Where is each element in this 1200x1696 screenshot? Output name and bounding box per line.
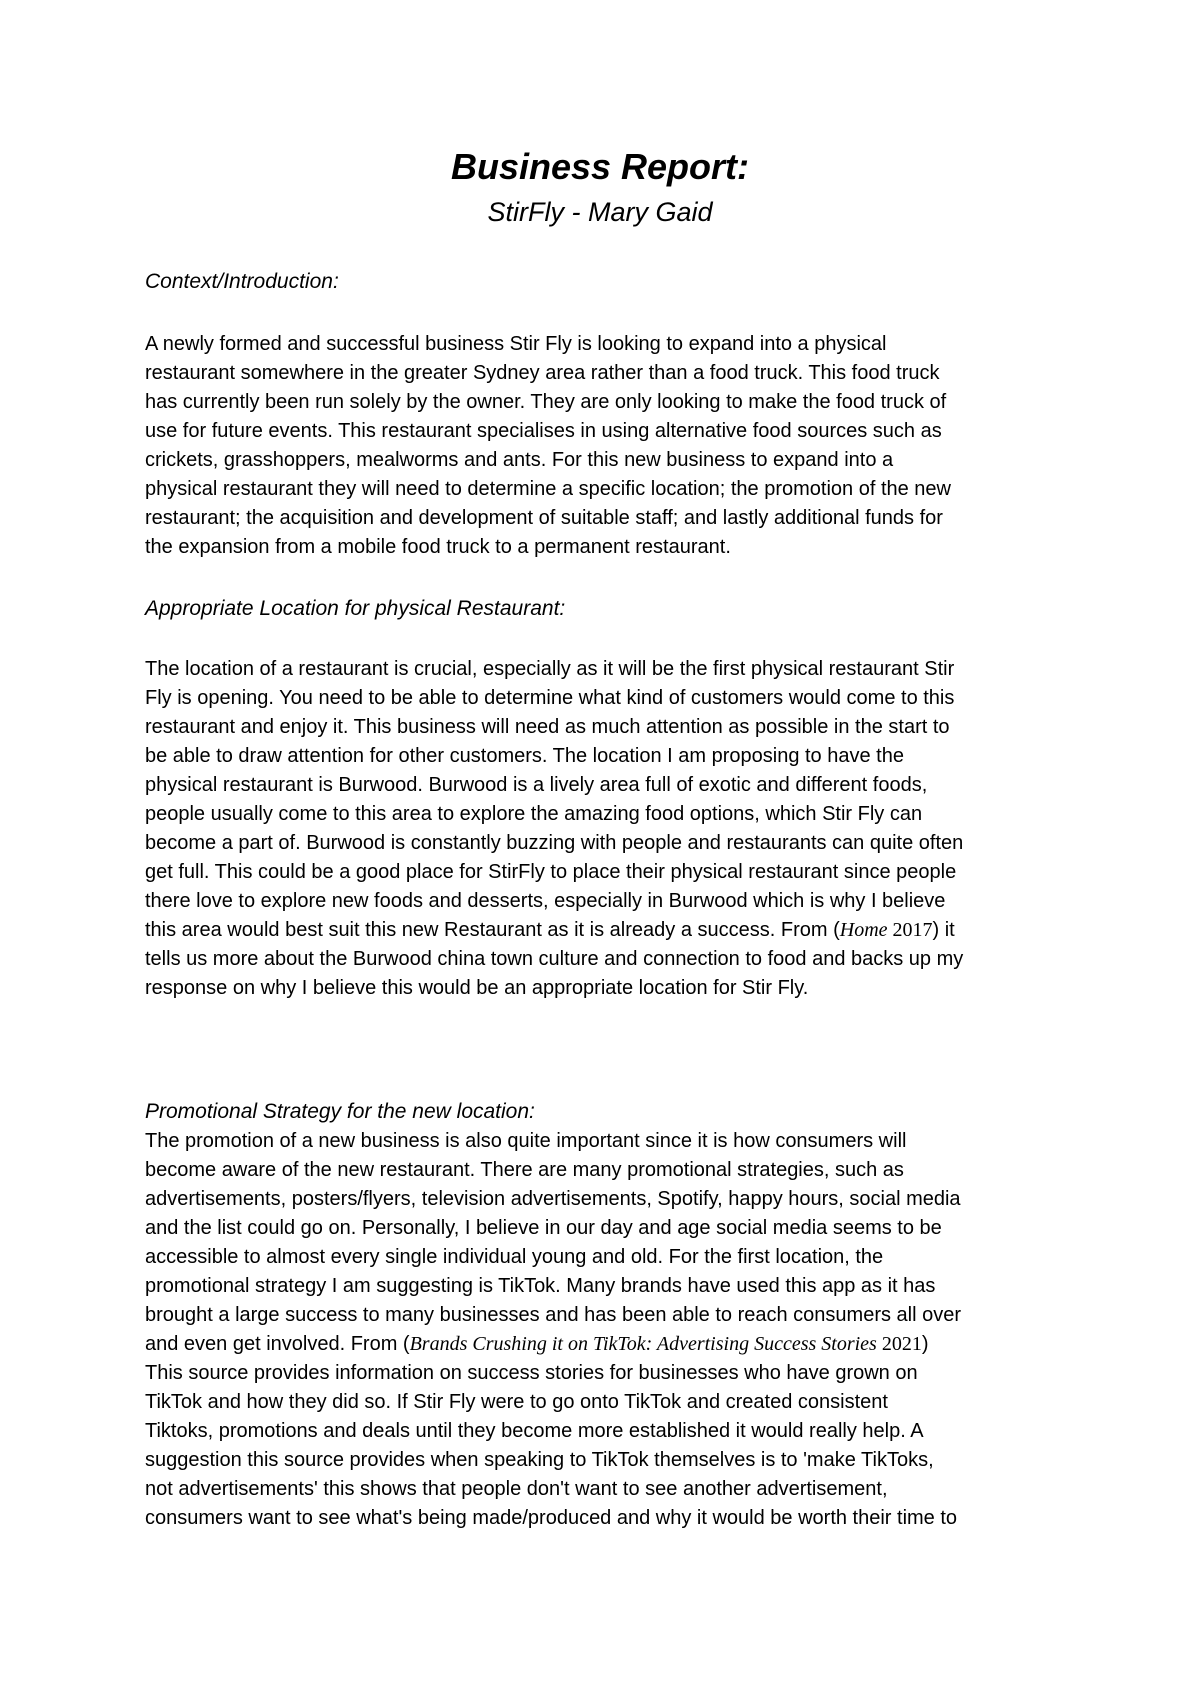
body-line: The promotion of a new business is also quite important since it is how consumers will <box>145 1130 907 1152</box>
citation-trail-text: ) it <box>932 919 955 941</box>
section-body-location <box>145 655 1075 1003</box>
body-line: advertisements, posters/flyers, television advertisements, Spotify, happy hours, social media <box>145 1188 961 1210</box>
body-line: be able to draw attention for other customers. The location I am proposing to have the <box>145 745 904 767</box>
body-line: promotional strategy I am suggesting is TikTok. Many brands have used this app as it has <box>145 1275 936 1297</box>
section-body-promotion <box>145 1127 1075 1533</box>
body-line: get full. This could be a good place for StirFly to place their physical restaurant since people <box>145 861 957 883</box>
document-subtitle: StirFly - Mary Gaid <box>487 197 713 227</box>
citation-year: 2017 <box>887 919 933 941</box>
body-line: Tiktoks, promotions and deals until they become more established it would really help. A <box>145 1420 924 1442</box>
body-line: tells us more about the Burwood china town culture and connection to food and backs up my <box>145 948 964 970</box>
body-line: TikTok and how they did so. If Stir Fly were to go onto TikTok and created consistent <box>145 1391 888 1413</box>
document-title: Business Report: <box>450 146 750 187</box>
body-line: consumers want to see what's being made/produced and why it would be worth their time to <box>145 1507 958 1529</box>
body-line: there love to explore new foods and desserts, especially in Burwood which is why I believe <box>145 890 946 912</box>
citation-lead-text: and even get involved. From ( <box>145 1333 410 1355</box>
body-line: response on why I believe this would be an appropriate location for Stir Fly. <box>145 977 809 999</box>
citation-lead-text: this area would best suit this new Restaurant as it is already a success. From ( <box>145 919 840 941</box>
body-line: restaurant somewhere in the greater Sydney area rather than a food truck. This food truck <box>145 362 940 384</box>
body-line: physical restaurant is Burwood. Burwood is a lively area full of exotic and different foods, <box>145 774 928 796</box>
body-line: accessible to almost every single individual young and old. For the first location, the <box>145 1246 884 1268</box>
body-line: This source provides information on success stories for businesses who have grown on <box>145 1362 918 1384</box>
citation-title: Brands Crushing it on TikTok: Advertising Success Stories <box>409 1333 877 1355</box>
body-line: restaurant and enjoy it. This business will need as much attention as possible in the start to <box>145 716 950 738</box>
body-line: physical restaurant they will need to determine a specific location; the promotion of the new <box>145 478 951 500</box>
body-line: Fly is opening. You need to be able to determine what kind of customers would come to this <box>145 687 955 709</box>
body-line: The location of a restaurant is crucial, especially as it will be the first physical restaurant Stir <box>145 658 955 680</box>
body-line: become aware of the new restaurant. There are many promotional strategies, such as <box>145 1159 904 1181</box>
body-line: and the list could go on. Personally, I believe in our day and age social media seems to be <box>145 1217 942 1239</box>
citation-trail-text: ) <box>921 1333 929 1355</box>
body-line: has currently been run solely by the owner. They are only looking to make the food truck of <box>145 391 947 413</box>
body-line: people usually come to this area to explore the amazing food options, which Stir Fly can <box>145 803 923 825</box>
body-line-with-citation <box>145 916 1075 945</box>
section-heading-location: Appropriate Location for physical Restaurant: <box>145 597 566 620</box>
body-line: brought a large success to many businesses and has been able to reach consumers all over <box>145 1304 962 1326</box>
citation-year: 2021 <box>876 1333 922 1355</box>
body-line: suggestion this source provides when speaking to TikTok themselves is to 'make TikToks, <box>145 1449 934 1471</box>
body-line: restaurant; the acquisition and development of suitable staff; and lastly additional funds for <box>145 507 943 529</box>
body-line: become a part of. Burwood is constantly buzzing with people and restaurants can quite often <box>145 832 964 854</box>
section-body-context <box>145 330 1075 562</box>
body-line: not advertisements' this shows that people don't want to see another advertisement, <box>145 1478 888 1500</box>
body-line: use for future events. This restaurant specialises in using alternative food sources such as <box>145 420 942 442</box>
body-line: the expansion from a mobile food truck to a permanent restaurant. <box>145 536 731 558</box>
citation-title: Home <box>839 919 888 941</box>
body-line: crickets, grasshoppers, mealworms and ants. For this new business to expand into a <box>145 449 894 471</box>
section-heading-promotion: Promotional Strategy for the new location: <box>145 1100 535 1123</box>
body-line-with-citation <box>145 1330 1075 1359</box>
section-heading-context: Context/Introduction: <box>145 270 339 293</box>
body-line: A newly formed and successful business Stir Fly is looking to expand into a physical <box>145 333 887 355</box>
